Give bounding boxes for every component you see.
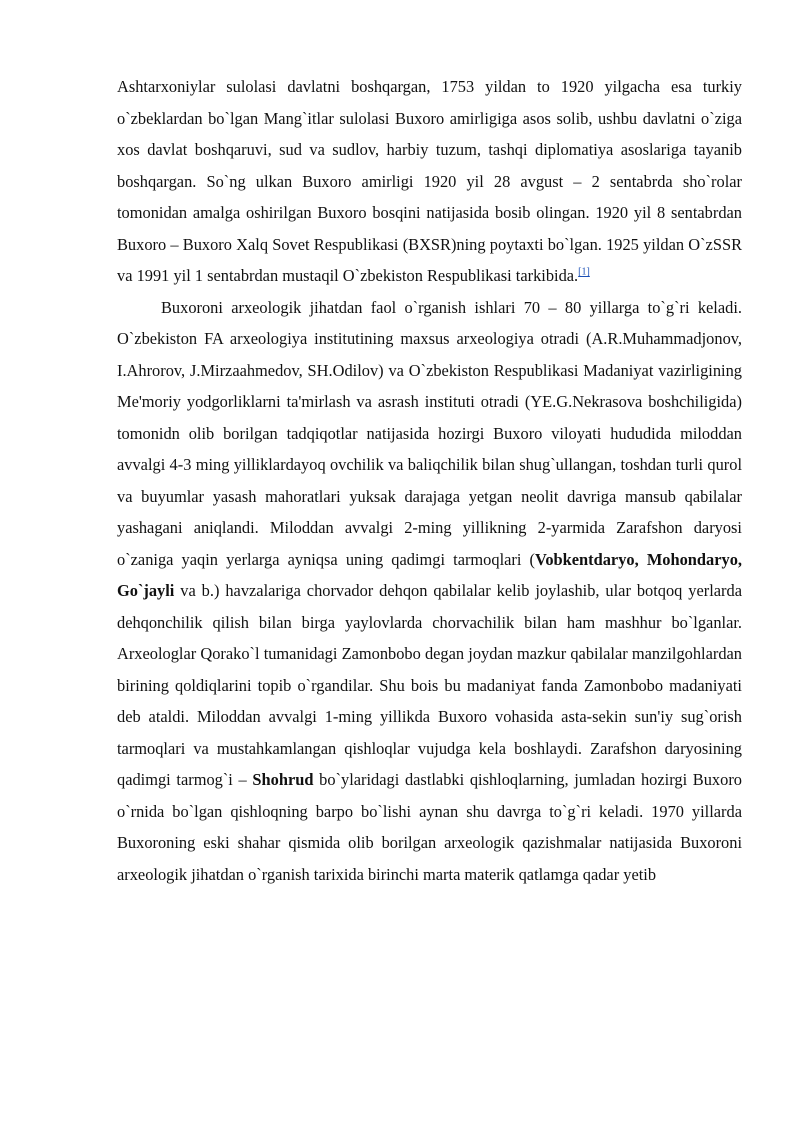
paragraph-text-part2: va b.) havzalariga chorvador dehqon qabilalar kelib joylashib, ular botqoq yerlarda dehqonchilik qilish bilan birga yaylovlarda chorvachilik bilan ham mashhur bo`lganlar. Arxeologlar Qorako`l tumanidagi Zamonbobo degan joydan mazkur qabilalar manzilgohlardan birining qoldiqlarini topib o`rgandilar. Shu bois bu madaniyat fanda Zamonbobo madaniyati deb ataldi. Miloddan avvalgi 1-ming yillikda Buxoro vohasida asta-sekin sun'iy sug`orish tarmoqlari va mustahkamlangan qishloqlar vujudga kela boshlaydi. Zarafshon daryosining qadimgi tarmog`i – <box>117 581 742 789</box>
footnote-link[interactable]: [1] <box>578 266 590 278</box>
bold-river-names: Vobkentdaryo, Mohondaryo, Go`jayli <box>117 549 742 600</box>
paragraph-text-part1: Buxoroni arxeologik jihatdan faol o`rganish ishlari 70 – 80 yillarga to`g`ri keladi. O`zbekiston FA arxeologiya institutining maxsus arxeologiya otradi (A.R.Muhammadjonov, I.Ahrorov, J.Mirzaahmedov, SH.Odilov) va O`zbekiston Respublikasi Madaniyat vazirligining Me'moriy yodgorliklarni ta'mirlash va asrash instituti otradi (YE.G.Nekrasova boshchiligida) tomonidn olib borilgan tadqiqotlar natijasida hozirgi Buxoro viloyati hududida miloddan avvalgi 4-3 ming yilliklardayoq ovchilik va baliqchilik bilan shug`ullangan, toshdan turli qurol va buyumlar yasash mahoratlari yuksak darajaga yetgan neolit davriga mansub qabilalar yashagani aniqlandi. Miloddan avvalgi 2-ming yillikning 2-yarmida Zarafshon daryosi o`zaniga yaqin yerlarga ayniqsa uning qadimgi tarmoqlari ( <box>117 297 742 569</box>
paragraph-history <box>117 71 742 292</box>
document-page <box>117 71 742 890</box>
bold-shohrud: Shohrud <box>252 770 314 789</box>
paragraph-text-part3: bo`ylaridagi dastlabki qishloqlarning, jumladan hozirgi Buxoro o`rnida bo`lgan qishloqning barpo bo`lishi aynan shu davrga to`g`ri keladi. 1970 yillarda Buxoroning eski shahar qismida olib borilgan arxeologik qazishmalar natijasida Buxoroni arxeologik jihatdan o`rganish tarixida birinchi marta materik qatlamga qadar yetib <box>117 770 742 884</box>
paragraph-text: Ashtarxoniylar sulolasi davlatni boshqargan, 1753 yildan to 1920 yilgacha esa turkiy o`zbeklardan bo`lgan Mang`itlar sulolasi Buxoro amirligiga asos solib, ushbu davlatni o`ziga xos davlat boshqaruvi, sud va sudlov, harbiy tuzum, tashqi diplomatiya asoslariga tayanib boshqargan. So`ng ulkan Buxoro amirligi 1920 yil 28 avgust – 2 sentabrda sho`rolar tomonidan amalga oshirilgan Buxoro bosqini natijasida bosib olingan. 1920 yil 8 sentabrdan Buxoro – Buxoro Xalq Sovet Respublikasi (BXSR)ning poytaxti bo`lgan. 1925 yildan O`zSSR va 1991 yil 1 sentabrdan mustaqil O`zbekiston Respublikasi tarkibida. <box>117 77 742 285</box>
paragraph-archaeology <box>117 292 742 891</box>
